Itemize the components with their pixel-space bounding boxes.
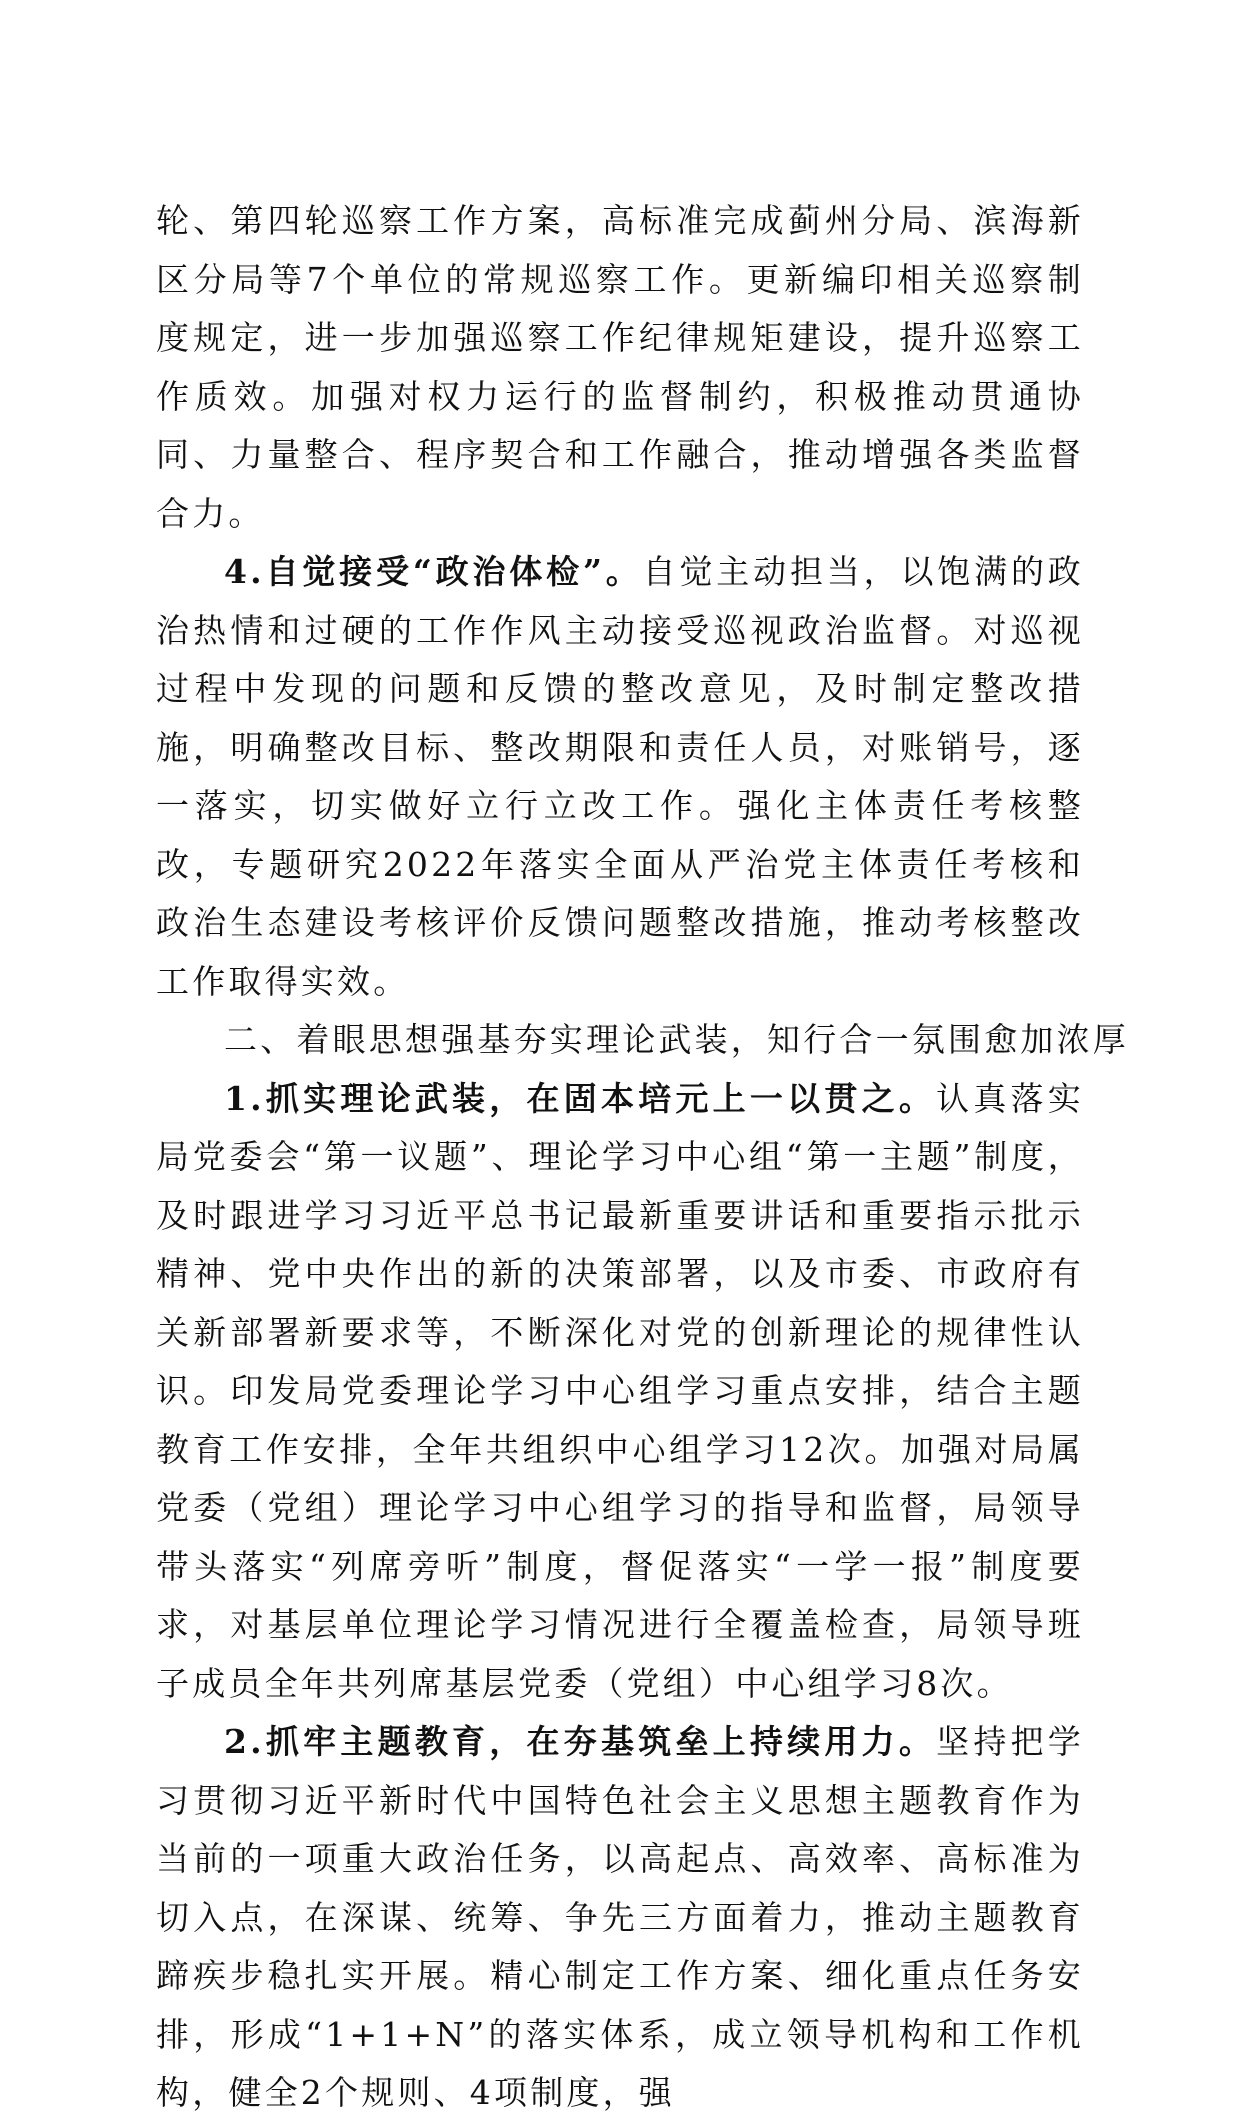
paragraph-lead: 1.抓实理论武装，在固本培元上一以贯之。 (224, 1078, 937, 1118)
paragraph-text: 轮、第四轮巡察工作方案，高标准完成蓟州分局、滨海新区分局等7个单位的常规巡察工作。更新编印相关巡察制度规定，进一步加强巡察工作纪律规矩建设，提升巡察工作质效。加强对权力运行的监督制约，积极推动贯通协同、力量整合、程序契合和工作融合，推动增强各类监督合力。 (156, 201, 1084, 533)
paragraph-lead: 2.抓牢主题教育，在夯基筑垒上持续用力。 (224, 1722, 937, 1761)
paragraph-inspection-continued (156, 192, 1084, 543)
paragraph-text: 认真落实局党委会“第一议题”、理论学习中心组“第一主题”制度，及时跟进学习习近平总书记最新重要讲话和重要指示批示精神、党中央作出的新的决策部署，以及市委、市政府有关新部署新要求等，不断深化对党的创新理论的规律性认识。印发局党委理论学习中心组学习重点安排，结合主题教育工作安排，全年共组织中心组学习12次。加强对局属党委（党组）理论学习中心组学习的指导和监督，局领导带头落实“列席旁听”制度，督促落实“一学一报”制度要求，对基层单位理论学习情况进行全覆盖检查，局领导班子成员全年共列席基层党委（党组）中心组学习8次。 (156, 1078, 1084, 1703)
paragraph-text: 自觉主动担当，以饱满的政治热情和过硬的工作作风主动接受巡视政治监督。对巡视过程中发现的问题和反馈的整改意见，及时制定整改措施，明确整改目标、整改期限和责任人员，对账销号，逐一落实，切实做好立行立改工作。强化主体责任考核整改，专题研究2022年落实全面从严治党主体责任考核和政治生态建设考核评价反馈问题整改措施，推动考核整改工作取得实效。 (156, 552, 1084, 1001)
paragraph-political-checkup (156, 543, 1084, 1011)
section-heading-2: 二、着眼思想强基夯实理论武装，知行合一氛围愈加浓厚 (224, 1020, 1129, 1059)
paragraph-lead: 4.自觉接受“政治体检”。 (224, 552, 643, 591)
paragraph-text: 坚持把学习贯彻习近平新时代中国特色社会主义思想主题教育作为当前的一项重大政治任务，以高起点、高效率、高标准为切入点，在深谋、统筹、争先三方面着力，推动主题教育蹄疾步稳扎实开展。精心制定工作方案、细化重点任务安排，形成“1+1+N”的落实体系，成立领导机构和工作机构，健全2个规则、4项制度，强 (156, 1722, 1084, 2112)
document-page (156, 192, 1129, 2123)
paragraph-theme-education (156, 1713, 1084, 2123)
paragraph-theory-study (156, 1070, 1084, 1714)
